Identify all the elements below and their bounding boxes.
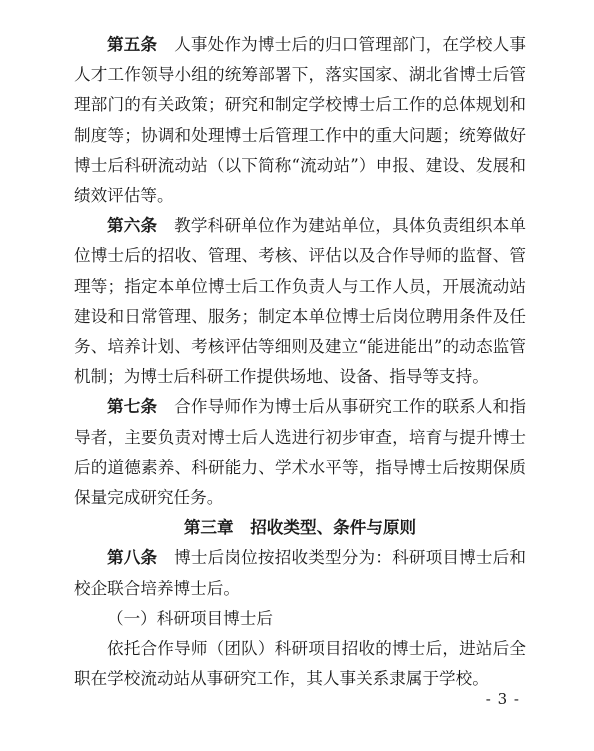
article-7-number: 第七条 <box>107 397 158 417</box>
article-8-number: 第八条 <box>107 548 158 568</box>
article-6-number: 第六条 <box>107 216 158 236</box>
document-body <box>74 30 526 694</box>
article-6 <box>74 211 526 392</box>
article-5-text: 人事处作为博士后的归口管理部门，在学校人事人才工作领导小组的统筹部署下，落实国家、湖北省博士后管理部门的有关政策；研究和制定学校博士后工作的总体规划和制度等；协调和处理博士后管理工作中的重大问题；统筹做好博士后科研流动站（以下简称“流动站”）申报、建设、发展和绩效评估等。 <box>74 35 527 206</box>
section-1-title: （一）科研项目博士后 <box>107 608 273 628</box>
chapter-title: 第三章 招收类型、条件与原则 <box>183 518 417 538</box>
article-5 <box>74 30 526 211</box>
article-8 <box>74 543 526 603</box>
article-7-text: 合作导师作为博士后从事研究工作的联系人和指导者，主要负责对博士后人选进行初步审查，培育与提升博士后的道德素养、科研能力、学术水平等，指导博士后按期保质保量完成研究任务。 <box>74 397 527 508</box>
article-8-text: 博士后岗位按招收类型分为：科研项目博士后和校企联合培养博士后。 <box>74 548 527 598</box>
section-1-text: 依托合作导师（团队）科研项目招收的博士后，进站后全职在学校流动站从事研究工作，其人事关系隶属于学校。 <box>74 639 526 689</box>
article-5-number: 第五条 <box>107 35 158 54</box>
article-7 <box>74 392 526 513</box>
article-6-text: 教学科研单位作为建站单位，具体负责组织本单位博士后的招收、管理、考核、评估以及合作导师的监督、管理等；指定本单位博士后工作负责人与工作人员，开展流动站建设和日常管理、服务；制定本单位博士后岗位聘用条件及任务、培养计划、考核评估等细则及建立“能进能出”的动态监管机制；为博士后科研工作提供场地、设备、指导等支持。 <box>74 216 527 387</box>
page-number: - 3 - <box>485 690 520 708</box>
